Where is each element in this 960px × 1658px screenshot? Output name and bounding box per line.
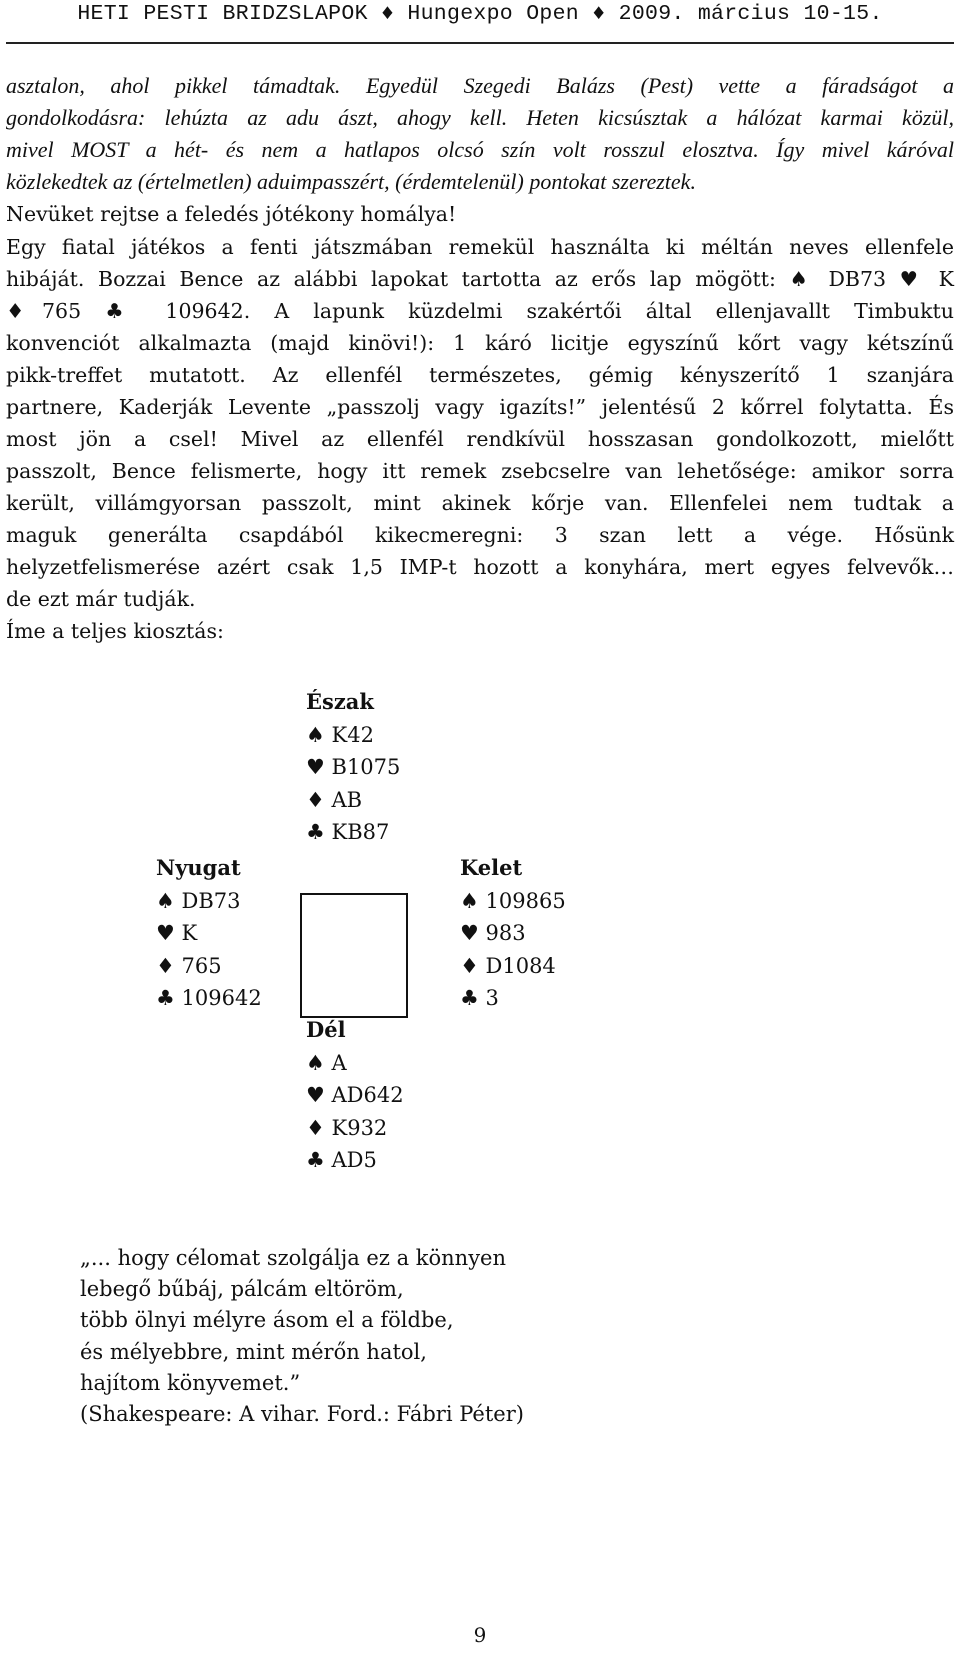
- hand-holding: KB87: [331, 820, 390, 844]
- hand-holding: 109865: [485, 888, 566, 913]
- page-number: 9: [473, 1623, 487, 1647]
- hand-north: [306, 686, 400, 849]
- body-line: konvenciót alkalmazta (majd kinövi!): 1 káró licitje egyszínű kőrt vagy kétszínű: [6, 331, 954, 355]
- table-diagram-box: [300, 893, 408, 1018]
- hand-holding: AD5: [331, 1148, 377, 1172]
- spade-icon: ♠: [306, 722, 325, 747]
- running-header: HETI PESTI BRIDZSLAPOK ♦ Hungexpo Open ♦ 2009. március 10-15.: [77, 2, 883, 26]
- quote-line: hajítom könyvemet.”: [80, 1370, 301, 1395]
- italic-line: közlekedtek az (értelmetlen) aduimpasszért, (érdemtelenül) pontokat szereztek.: [6, 169, 696, 194]
- body-line: helyzetfelismerése azért csak 1,5 IMP-t hozott a konyhára, mert egyes felvevők…: [6, 555, 954, 579]
- body-line: partnere, Kaderják Levente „passzolj vagy igazíts!” jelentésű 2 kőrrel folytatta. És: [6, 395, 954, 419]
- body-line: Íme a teljes kiosztás:: [6, 619, 224, 643]
- quote-line: több ölnyi mélyre ásom el a földbe,: [80, 1308, 454, 1333]
- hand-holding: DB73: [181, 888, 241, 913]
- spade-icon: ♠: [156, 888, 175, 913]
- hand-holding: AD642: [331, 1083, 404, 1107]
- paragraph-1: [6, 198, 954, 230]
- hand-holding: 3: [485, 986, 499, 1010]
- body-line: most jön a csel! Mivel az ellenfél rendkívül hosszasan gondolkozott, mielőtt: [6, 427, 954, 451]
- quote-line: „... hogy célomat szolgálja ez a könnyen: [80, 1246, 507, 1270]
- hand-label: Nyugat: [156, 855, 241, 880]
- hand-holding: K932: [331, 1115, 388, 1140]
- body-line: pikk-treffet mutatott. Az ellenfél természetes, gémig kényszerítő 1 szanjára: [6, 363, 954, 387]
- hand-east: [460, 852, 566, 1015]
- paragraph-2: [6, 231, 954, 615]
- hand-holding: K: [181, 921, 198, 945]
- hand-holding: AB: [331, 787, 363, 812]
- body-line: Nevüket rejtse a feledés jótékony homálya!: [6, 202, 457, 226]
- club-icon: ♣: [460, 986, 479, 1010]
- diamond-icon: ♦: [156, 953, 175, 978]
- hand-holding: D1084: [485, 953, 556, 978]
- body-line: ♦765 ♣ 109642. A lapunk küzdelmi szakértői által ellenjavallt Timbuktu: [6, 299, 954, 323]
- hand-label: Kelet: [460, 855, 523, 880]
- hand-label: Dél: [306, 1017, 346, 1042]
- paragraph-3: [6, 615, 954, 647]
- heart-icon: ♥: [306, 1083, 325, 1107]
- body-line: maguk generálta csapdából kikecmeregni: 3 szan lett a vége. Hősünk: [6, 523, 954, 547]
- shakespeare-quote: [80, 1243, 524, 1430]
- club-icon: ♣: [306, 1148, 325, 1172]
- hand-holding: 983: [485, 921, 526, 945]
- heart-icon: ♥: [306, 755, 325, 779]
- spade-icon: ♠: [306, 1050, 325, 1075]
- club-icon: ♣: [156, 986, 175, 1010]
- hand-west: [156, 852, 262, 1015]
- hand-holding: K42: [331, 722, 374, 747]
- body-line: de ezt már tudják.: [6, 587, 196, 611]
- hand-holding: B1075: [331, 755, 401, 779]
- hand-label: Észak: [306, 689, 374, 714]
- header-rule: [6, 42, 954, 44]
- body-line: passzolt, Bence felismerte, hogy itt remek zsebcselre van lehetősége: amikor sorra: [6, 459, 954, 483]
- spade-icon: ♠: [460, 888, 479, 913]
- diamond-icon: ♦: [306, 787, 325, 812]
- diamond-icon: ♦: [460, 953, 479, 978]
- italic-line: asztalon, ahol pikkel támadtak. Egyedül Szegedi Balázs (Pest) vette a fáradságot a: [6, 73, 954, 98]
- quote-attribution: (Shakespeare: A vihar. Ford.: Fábri Péter): [80, 1402, 524, 1427]
- hand-holding: A: [331, 1050, 347, 1075]
- body-line: Egy fiatal játékos a fenti játszmában remekül használta ki méltán neves ellenfele: [6, 235, 954, 259]
- heart-icon: ♥: [460, 921, 479, 945]
- hand-holding: 109642: [181, 986, 262, 1010]
- hand-holding: 765: [181, 953, 222, 978]
- italic-paragraph: [6, 70, 954, 198]
- heart-icon: ♥: [156, 921, 175, 945]
- hand-south: [306, 1014, 404, 1177]
- club-icon: ♣: [306, 820, 325, 844]
- quote-line: és mélyebbre, mint mérőn hatol,: [80, 1339, 427, 1364]
- diamond-icon: ♦: [306, 1115, 325, 1140]
- quote-line: lebegő bűbáj, pálcám eltöröm,: [80, 1277, 404, 1302]
- body-line: került, villámgyorsan passzolt, mint akinek kőrje van. Ellenfelei nem tudtak a: [6, 491, 954, 515]
- body-line: hibáját. Bozzai Bence az alábbi lapokat tartotta az erős lap mögött: ♠ DB73 ♥ K: [6, 267, 954, 291]
- italic-line: gondolkodásra: lehúzta az adu ászt, ahogy kell. Heten kicsúsztak a hálózat karmai közül,: [6, 105, 954, 130]
- italic-line: mivel MOST a hét- és nem a hatlapos olcsó szín volt rosszul elosztva. Így mivel káróval: [6, 137, 954, 162]
